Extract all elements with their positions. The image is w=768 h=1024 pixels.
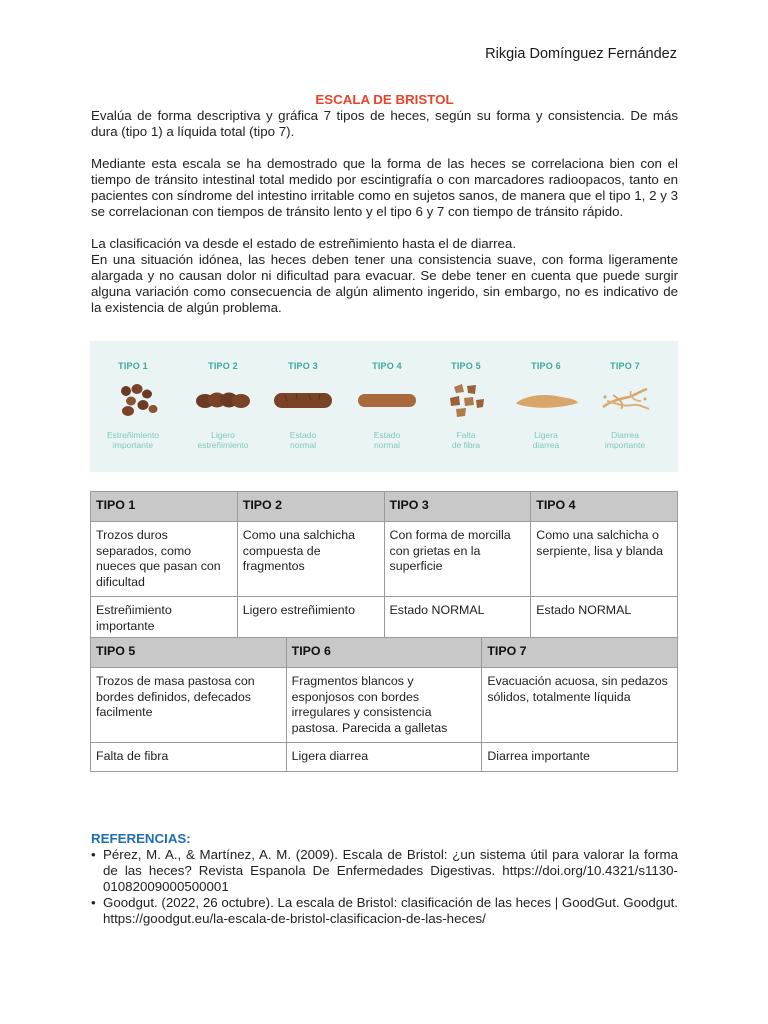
table-cell: Ligero estreñimiento <box>237 597 384 641</box>
table-header-cell: TIPO 3 <box>384 492 531 522</box>
chart-item-label: TIPO 6 <box>531 361 561 371</box>
table-row <box>91 668 678 743</box>
table-header-cell: TIPO 1 <box>91 492 238 522</box>
chart-item-desc: Falta de fibra <box>451 430 481 450</box>
table-cell: Fragmentos blancos y esponjosos con bordes irregulares y consistencia pastosa. Parecida a galletas <box>286 668 482 743</box>
chart-item-desc: Ligero estreñimiento <box>197 430 249 450</box>
chart-item-label: TIPO 2 <box>208 361 238 371</box>
reference-item <box>91 847 678 895</box>
table-cell: Trozos duros separados, como nueces que pasan con dificultad <box>91 522 238 597</box>
table-row <box>91 743 678 772</box>
chart-item-desc: Diarrea importante <box>604 430 646 450</box>
references-title: REFERENCIAS: <box>91 831 191 846</box>
chart-item-desc: Estado normal <box>373 430 401 450</box>
chart-item-desc: Estado normal <box>289 430 317 450</box>
bullet-icon: • <box>91 847 96 862</box>
table-header-cell: TIPO 7 <box>482 638 678 668</box>
table-cell: Con forma de morcilla con grietas en la superficie <box>384 522 531 597</box>
stool-type-5-icon <box>426 379 506 421</box>
stool-type-3-icon <box>263 379 343 421</box>
table-row <box>91 597 678 641</box>
table-cell: Como una salchicha o serpiente, lisa y blanda <box>531 522 678 597</box>
table-header-row <box>91 638 678 668</box>
chart-item-label: TIPO 1 <box>118 361 148 371</box>
chart-item-label: TIPO 5 <box>451 361 481 371</box>
reference-text: Pérez, M. A., & Martínez, A. M. (2009). Escala de Bristol: ¿un sistema útil para valorar la forma de las heces? Revista Espanola De Enfermedades Digestivas. https://doi.org/10.4321/s1130-01082009000500001 <box>103 847 678 894</box>
chart-item-label: TIPO 4 <box>372 361 402 371</box>
table-row <box>91 522 678 597</box>
stool-type-1-icon <box>93 379 173 421</box>
stool-type-2-icon <box>183 379 263 421</box>
author-name: Rikgia Domínguez Fernández <box>485 46 677 62</box>
table-cell: Estado NORMAL <box>384 597 531 641</box>
bristol-table-1 <box>90 491 678 641</box>
table-cell: Estreñimiento importante <box>91 597 238 641</box>
paragraph-classification: La clasificación va desde el estado de estreñimiento hasta el de diarrea. <box>91 236 517 251</box>
table-cell: Falta de fibra <box>91 743 287 772</box>
table-header-row <box>91 492 678 522</box>
chart-item-desc: Ligera diarrea <box>532 430 560 450</box>
table-cell: Evacuación acuosa, sin pedazos sólidos, totalmente líquida <box>482 668 678 743</box>
table-header-cell: TIPO 5 <box>91 638 287 668</box>
reference-item <box>91 895 678 927</box>
reference-text: Goodgut. (2022, 26 octubre). La escala de Bristol: clasificación de las heces | GoodGut. Goodgut. https://goodgut.eu/la-escala-de-bristol-clasificacion-de-las-heces/ <box>103 895 678 926</box>
table-cell: Como una salchicha compuesta de fragmentos <box>237 522 384 597</box>
document-title: ESCALA DE BRISTOL <box>315 92 454 107</box>
table-cell: Trozos de masa pastosa con bordes definidos, defecados facilmente <box>91 668 287 743</box>
bristol-chart-graphic <box>90 341 678 472</box>
table-cell: Ligera diarrea <box>286 743 482 772</box>
table-header-cell: TIPO 4 <box>531 492 678 522</box>
table-header-cell: TIPO 6 <box>286 638 482 668</box>
table-cell: Diarrea importante <box>482 743 678 772</box>
paragraph-correlation: Mediante esta escala se ha demostrado que la forma de las heces se correlaciona bien con el tiempo de tránsito intestinal total medido por escintigrafía o con marcadores radioopacos, tanto en pacientes con síndrome del intestino irritable como en sujetos sanos, de manera que el tipo 1, 2 y 3 se correlacionan con tiempos de tránsito lento y el tipo 6 y 7 con tiempo de tránsito rápido. <box>91 156 678 219</box>
stool-type-6-icon <box>506 379 586 421</box>
references-section <box>91 831 678 927</box>
table-cell: Estado NORMAL <box>531 597 678 641</box>
chart-item-label: TIPO 3 <box>288 361 318 371</box>
stool-type-7-icon <box>585 379 665 421</box>
bristol-table-2 <box>90 637 678 772</box>
table-header-cell: TIPO 2 <box>237 492 384 522</box>
chart-item-desc: Estreñimiento importante <box>107 430 159 450</box>
stool-type-4-icon <box>347 379 427 421</box>
chart-item-label: TIPO 7 <box>610 361 640 371</box>
bullet-icon: • <box>91 895 96 910</box>
references-list <box>91 847 678 927</box>
document-body <box>91 92 678 316</box>
paragraph-intro: Evalúa de forma descriptiva y gráfica 7 tipos de heces, según su forma y consistencia. De más dura (tipo 1) a líquida total (tipo 7). <box>91 108 678 139</box>
paragraph-ideal: En una situación idónea, las heces deben tener una consistencia suave, con forma ligeramente alargada y no causan dolor ni dificultad para evacuar. Se debe tener en cuenta que puede surgir alguna variación como consecuencia de algún alimento ingerido, sin embargo, no es indicativo de la existencia de algún problema. <box>91 252 678 315</box>
